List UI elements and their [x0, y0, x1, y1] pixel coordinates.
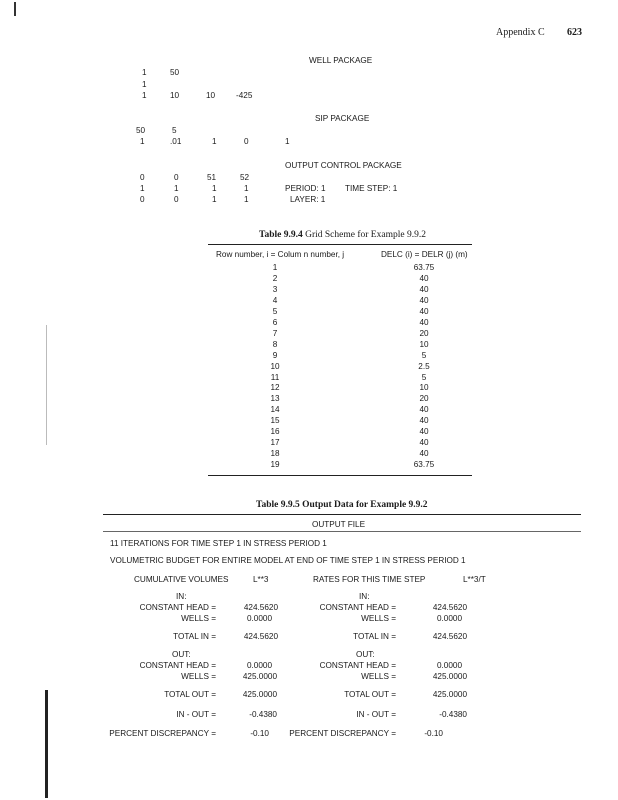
- left-out-constant-head-label: CONSTANT HEAD =: [139, 661, 216, 670]
- oc-row-1-col-1: 0: [140, 173, 145, 182]
- right-percent-discrepancy-label: PERCENT DISCREPANCY =: [289, 729, 396, 738]
- left-percent-discrepancy-label: PERCENT DISCREPANCY =: [109, 729, 216, 738]
- table-994-caption: [259, 230, 426, 240]
- right-total-out-label: TOTAL OUT =: [344, 690, 396, 699]
- table-994-bottom-rule: [208, 475, 472, 476]
- left-constant-head-label: CONSTANT HEAD =: [139, 603, 216, 612]
- table-994-row-spacing: 63.75: [413, 263, 435, 272]
- table-994-row-spacing: 5: [421, 373, 427, 382]
- scan-binding-shadow: [45, 690, 48, 798]
- cumulative-volumes-header: CUMULATIVE VOLUMES: [134, 575, 229, 584]
- left-out-constant-head-value: 0.0000: [246, 661, 272, 670]
- table-995-caption: [256, 500, 428, 510]
- table-994-row-spacing: 10: [419, 340, 429, 349]
- table-994-row-number: 8: [272, 340, 278, 349]
- right-out-wells-label: WELLS =: [361, 672, 396, 681]
- right-in-wells-value: 0.0000: [436, 614, 462, 623]
- left-in-minus-out-label: IN - OUT =: [176, 710, 216, 719]
- left-in-label: IN:: [176, 592, 187, 601]
- rates-header: RATES FOR THIS TIME STEP: [313, 575, 426, 584]
- right-out-constant-head-value: 0.0000: [436, 661, 462, 670]
- sip-row-2-col-5: 1: [285, 137, 290, 146]
- table-994-row-number: 3: [272, 285, 278, 294]
- sip-row-1-col-1: 50: [136, 126, 146, 135]
- table-994-col1-header: Row number, i = Colum n number, j: [216, 250, 345, 259]
- iterations-line: 11 ITERATIONS FOR TIME STEP 1 IN STRESS PERIOD 1: [110, 539, 327, 548]
- table-994-col2-header: DELC (i) = DELR (j) (m): [381, 250, 468, 259]
- right-total-in-label: TOTAL IN =: [353, 632, 396, 641]
- left-out-label: OUT:: [172, 650, 191, 659]
- oc-row-2-col-3: 1: [212, 184, 217, 193]
- oc-row-1-col-3: 51: [207, 173, 217, 182]
- output-file-title: OUTPUT FILE: [312, 520, 366, 529]
- well-row-1-col-1: 1: [142, 68, 147, 77]
- table-994-row-number: 11: [270, 373, 280, 382]
- table-995-caption-text: Output Data for Example 9.9.2: [302, 500, 428, 510]
- oc-time-step-label: TIME STEP: 1: [345, 184, 398, 193]
- scan-edge-mark: [14, 2, 16, 16]
- sip-row-2-col-1: 1: [140, 137, 145, 146]
- left-in-minus-out-value: -0.4380: [249, 710, 277, 719]
- right-out-label: OUT:: [356, 650, 375, 659]
- left-out-wells-label: WELLS =: [181, 672, 216, 681]
- table-994-row-number: 19: [270, 460, 280, 469]
- table-994-row-spacing: 5: [421, 351, 427, 360]
- oc-row-1-col-2: 0: [174, 173, 179, 182]
- well-row-2-col-1: 1: [142, 80, 147, 89]
- table-994-row-spacing: 20: [419, 394, 429, 403]
- right-in-minus-out-label: IN - OUT =: [356, 710, 396, 719]
- table-994-row-spacing: 2.5: [418, 362, 430, 371]
- left-wells-label: WELLS =: [181, 614, 216, 623]
- table-994-caption-number: Table 9.9.4: [259, 230, 303, 240]
- table-994-row-number: 9: [272, 351, 278, 360]
- table-994-row-spacing: 40: [419, 438, 429, 447]
- sip-row-2-col-4: 0: [244, 137, 249, 146]
- table-994-row-spacing: 40: [419, 285, 429, 294]
- sip-package-title: SIP PACKAGE: [315, 114, 370, 123]
- table-994-row-spacing: 10: [419, 383, 429, 392]
- right-total-in-value: 424.5620: [432, 632, 467, 641]
- left-total-in-value: 424.5620: [243, 632, 278, 641]
- oc-row-2-col-4: 1: [244, 184, 249, 193]
- oc-row-2-col-2: 1: [174, 184, 179, 193]
- cumulative-volumes-unit: L**3: [253, 575, 269, 584]
- left-total-in-label: TOTAL IN =: [173, 632, 216, 641]
- table-994-row-spacing: 40: [419, 416, 429, 425]
- left-out-wells-value: 425.0000: [242, 672, 277, 681]
- table-994-row-spacing: 40: [419, 449, 429, 458]
- right-in-label: IN:: [359, 592, 370, 601]
- right-constant-head-label: CONSTANT HEAD =: [319, 603, 396, 612]
- right-total-out-value: 425.0000: [432, 690, 467, 699]
- right-out-wells-value: 425.0000: [432, 672, 467, 681]
- well-package-title: WELL PACKAGE: [309, 56, 373, 65]
- right-percent-discrepancy-value: -0.10: [424, 729, 443, 738]
- table-994-row-number: 4: [272, 296, 278, 305]
- right-wells-label: WELLS =: [361, 614, 396, 623]
- table-994-row-number: 2: [272, 274, 278, 283]
- table-994-row-spacing: 40: [419, 405, 429, 414]
- right-out-constant-head-label: CONSTANT HEAD =: [319, 661, 396, 670]
- table-994-row-spacing: 20: [419, 329, 429, 338]
- oc-row-3-col-4: 1: [244, 195, 249, 204]
- rates-unit: L**3/T: [463, 575, 486, 584]
- table-994-row-number: 1: [272, 263, 278, 272]
- oc-row-3-col-1: 0: [140, 195, 145, 204]
- table-994-row-number: 16: [270, 427, 280, 436]
- left-in-wells-value: 0.0000: [246, 614, 272, 623]
- table-994-row-number: 14: [270, 405, 280, 414]
- table-994-row-spacing: 63.75: [413, 460, 435, 469]
- oc-row-2-col-1: 1: [140, 184, 145, 193]
- sip-row-1-col-2: 5: [172, 126, 177, 135]
- scan-edge-line: [46, 325, 47, 445]
- left-percent-discrepancy-value: -0.10: [250, 729, 269, 738]
- oc-row-1-col-4: 52: [240, 173, 250, 182]
- table-995-caption-number: Table 9.9.5: [256, 500, 300, 510]
- oc-row-3-col-2: 0: [174, 195, 179, 204]
- left-total-out-value: 425.0000: [242, 690, 277, 699]
- right-in-minus-out-value: -0.4380: [439, 710, 467, 719]
- table-994-row-number: 7: [272, 329, 278, 338]
- table-995-sub-rule: [103, 531, 581, 532]
- well-row-3-col-3: 10: [206, 91, 216, 100]
- left-total-out-label: TOTAL OUT =: [164, 690, 216, 699]
- right-in-constant-head-value: 424.5620: [432, 603, 467, 612]
- oc-row-3-col-3: 1: [212, 195, 217, 204]
- budget-line: VOLUMETRIC BUDGET FOR ENTIRE MODEL AT END OF TIME STEP 1 IN STRESS PERIOD 1: [110, 556, 466, 565]
- oc-period-label: PERIOD: 1: [285, 184, 326, 193]
- table-994-row-number: 10: [270, 362, 280, 371]
- table-994-row-number: 18: [270, 449, 280, 458]
- table-994-caption-text: Grid Scheme for Example 9.9.2: [305, 230, 426, 240]
- table-994-row-number: 12: [270, 383, 280, 392]
- running-header-section: Appendix C: [496, 27, 545, 38]
- running-header-page-number: 623: [567, 27, 582, 38]
- table-995-top-rule: [103, 514, 581, 515]
- table-994-row-number: 15: [270, 416, 280, 425]
- table-994-row-number: 5: [272, 307, 278, 316]
- table-994-row-spacing: 40: [419, 307, 429, 316]
- table-994-row-spacing: 40: [419, 427, 429, 436]
- sip-row-2-col-2: .01: [170, 137, 182, 146]
- left-in-constant-head-value: 424.5620: [243, 603, 278, 612]
- sip-row-2-col-3: 1: [212, 137, 217, 146]
- table-994-row-spacing: 40: [419, 296, 429, 305]
- well-row-3-col-2: 10: [170, 91, 180, 100]
- well-row-3-col-4: -425: [236, 91, 253, 100]
- well-row-3-col-1: 1: [142, 91, 147, 100]
- table-994-row-spacing: 40: [419, 318, 429, 327]
- table-994-row-spacing: 40: [419, 274, 429, 283]
- well-row-1-col-2: 50: [170, 68, 180, 77]
- table-994-row-number: 17: [270, 438, 280, 447]
- table-994-row-number: 6: [272, 318, 278, 327]
- output-control-title: OUTPUT CONTROL PACKAGE: [285, 161, 402, 170]
- table-994-top-rule: [208, 244, 472, 245]
- oc-layer-label: LAYER: 1: [290, 195, 326, 204]
- table-994-row-number: 13: [270, 394, 280, 403]
